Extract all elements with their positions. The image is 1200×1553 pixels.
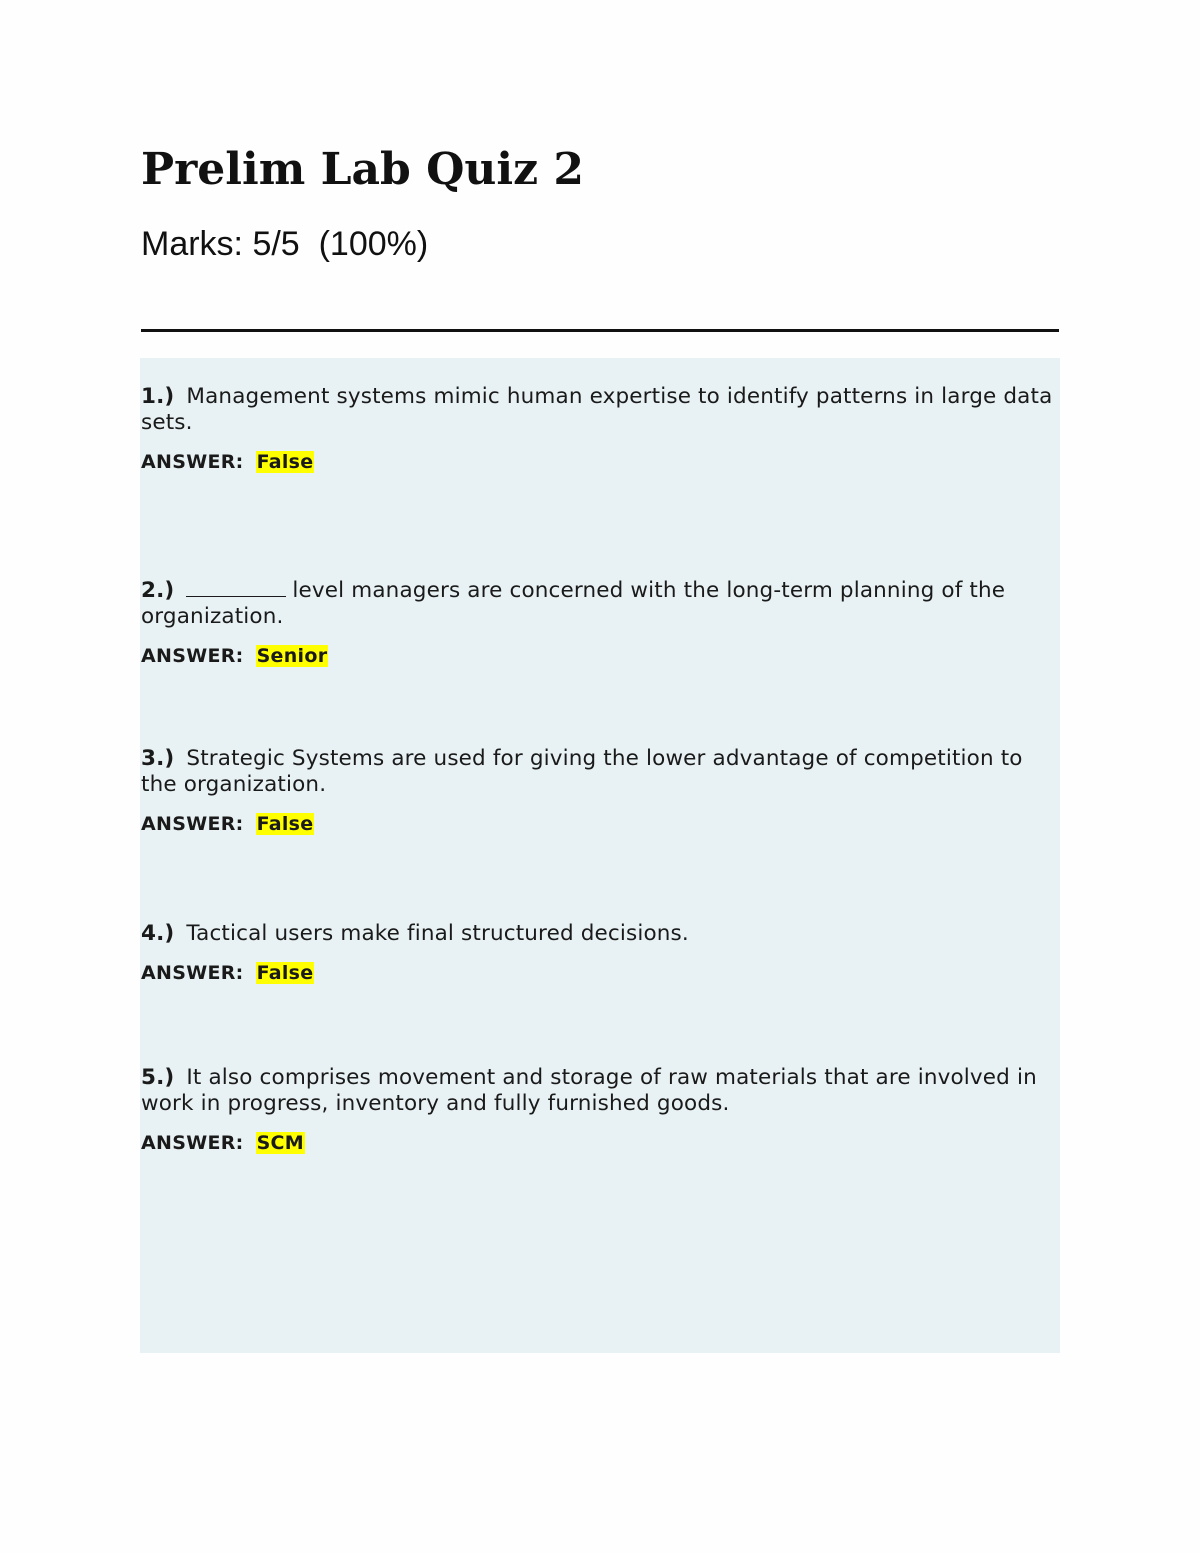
question-body: It also comprises movement and storage of raw materials that are involved in work in progress, inventory and fully furnished goods. [141, 1065, 1037, 1116]
answer-value: False [256, 962, 314, 984]
question-item [140, 921, 1060, 985]
answer-value: SCM [256, 1132, 304, 1154]
question-text [140, 384, 1060, 436]
question-item [140, 1065, 1060, 1155]
answer-label: ANSWER: [141, 645, 244, 667]
answer-label: ANSWER: [141, 1132, 244, 1154]
question-number: 4.) [141, 921, 175, 946]
question-text [140, 746, 1060, 798]
fill-in-blank [186, 576, 286, 597]
question-item [140, 576, 1060, 668]
answer-label: ANSWER: [141, 962, 244, 984]
question-text [140, 1065, 1060, 1117]
page-title: Prelim Lab Quiz 2 [141, 144, 585, 195]
marks-score: Marks: 5/5 (100%) [141, 225, 429, 263]
answer-value: False [256, 451, 314, 473]
divider-line [141, 329, 1059, 332]
question-body: Strategic Systems are used for giving the lower advantage of competition to the organization. [141, 746, 1023, 797]
answer-value: Senior [256, 645, 328, 667]
answer-line [141, 1131, 1060, 1155]
quiz-results-panel [140, 358, 1060, 1353]
answer-label: ANSWER: [141, 813, 244, 835]
question-item [140, 746, 1060, 836]
question-number: 5.) [141, 1065, 175, 1090]
answer-line [141, 961, 1060, 985]
question-item [140, 384, 1060, 474]
question-number: 1.) [141, 384, 175, 409]
question-number: 2.) [141, 578, 175, 603]
question-body: Tactical users make final structured decisions. [186, 921, 689, 946]
answer-line [141, 812, 1060, 836]
question-text [140, 576, 1060, 630]
question-body: level managers are concerned with the long-term planning of the organization. [141, 578, 1006, 629]
answer-line [141, 644, 1060, 668]
question-body: Management systems mimic human expertise to identify patterns in large data sets. [141, 384, 1053, 435]
question-number: 3.) [141, 746, 175, 771]
answer-value: False [256, 813, 314, 835]
question-text [140, 921, 1060, 947]
answer-label: ANSWER: [141, 451, 244, 473]
answer-line [141, 450, 1060, 474]
